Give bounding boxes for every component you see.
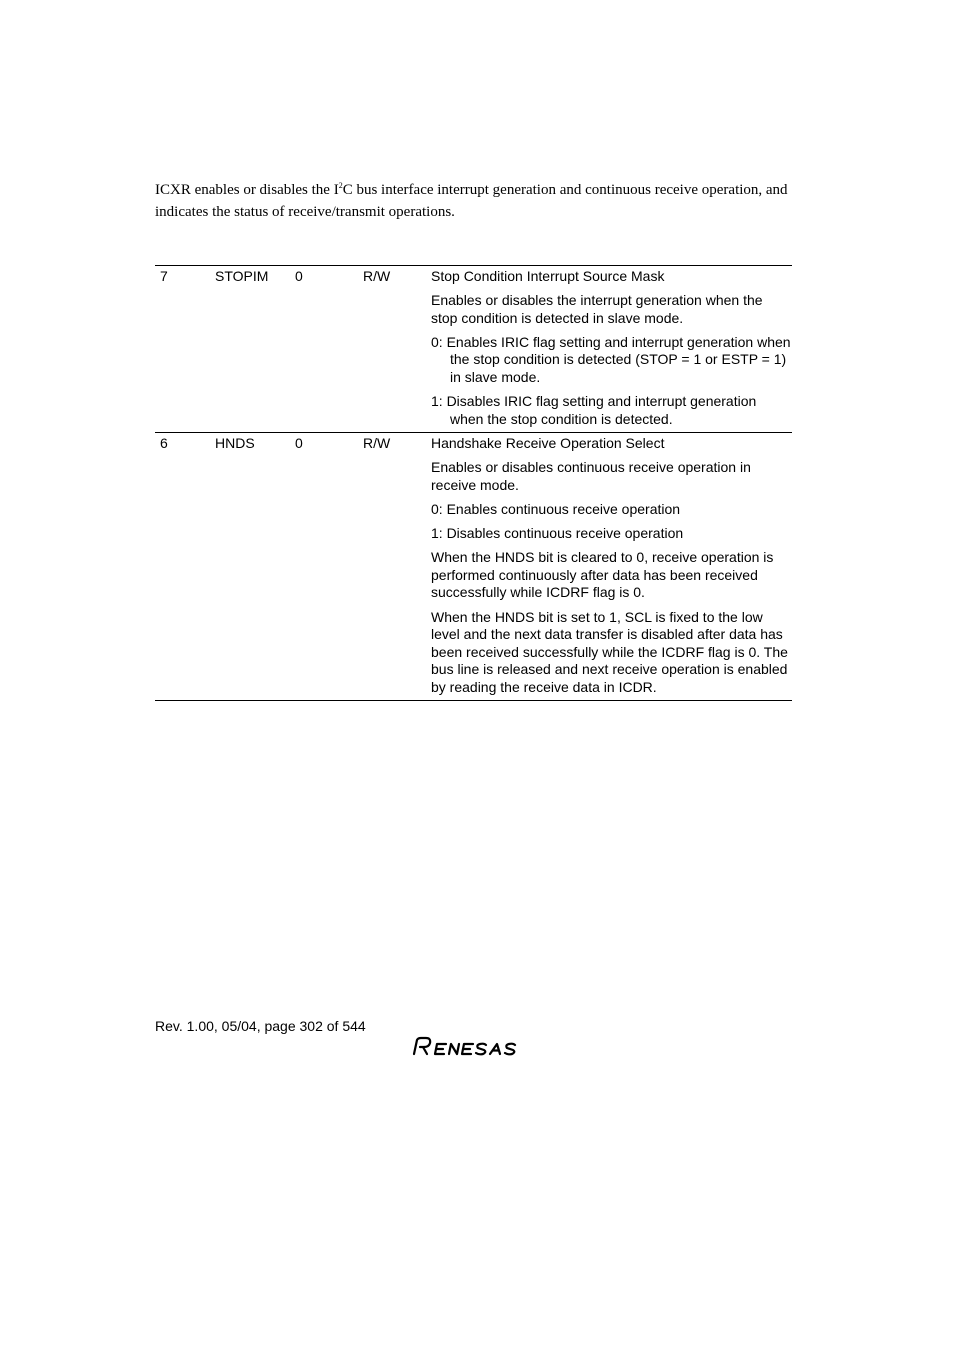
bit-row-7 [155, 266, 792, 433]
description-option-0: 0: Enables continuous receive operation [431, 501, 681, 518]
bit-name: HNDS [215, 433, 295, 701]
description-title: Handshake Receive Operation Select [431, 435, 665, 452]
intro-text-part2: C bus interface interrupt generation and continuous receive operation, and indicates the status of receive/transmit operations. [155, 182, 788, 220]
description-paragraph: When the HNDS bit is set to 1, SCL is fixed to the low level and the next data transfer is disabled after data has been received successfully while the ICDRF flag is 0. The bus line is released and next receive operation is enabled by reading the receive data in ICDR. [431, 608, 788, 695]
description-option-1: 1: Disables continuous receive operation [431, 525, 684, 542]
register-bit-table [155, 265, 792, 701]
bit-description [431, 266, 792, 433]
bit-description [431, 433, 792, 701]
read-write: R/W [363, 433, 431, 701]
page-footer-revision: Rev. 1.00, 05/04, page 302 of 544 [155, 1018, 366, 1034]
renesas-logo [412, 1035, 534, 1057]
bit-number: 6 [155, 433, 215, 701]
initial-value: 0 [295, 266, 363, 433]
description-option-0: 0: Enables IRIC flag setting and interrupt generation when the stop condition is detected (STOP = 1 or ESTP = 1) in slave mode. [431, 333, 791, 385]
description-paragraph: Enables or disables continuous receive operation in receive mode. [431, 459, 751, 493]
description-option-1: 1: Disables IRIC flag setting and interrupt generation when the stop condition is detected. [431, 393, 757, 427]
description-paragraph: Enables or disables the interrupt generation when the stop condition is detected in slave mode. [431, 292, 763, 326]
intro-superscript: 2 [338, 181, 343, 190]
intro-paragraph [155, 180, 795, 223]
bit-row-6 [155, 433, 792, 701]
description-title: Stop Condition Interrupt Source Mask [431, 268, 665, 284]
intro-text-part1: ICXR enables or disables the I [155, 182, 339, 198]
description-paragraph: When the HNDS bit is cleared to 0, receive operation is performed continuously after data has been received successfully while ICDRF flag is 0. [431, 549, 774, 601]
bit-number: 7 [155, 266, 215, 433]
initial-value: 0 [295, 433, 363, 701]
read-write: R/W [363, 266, 431, 433]
bit-name: STOPIM [215, 266, 295, 433]
